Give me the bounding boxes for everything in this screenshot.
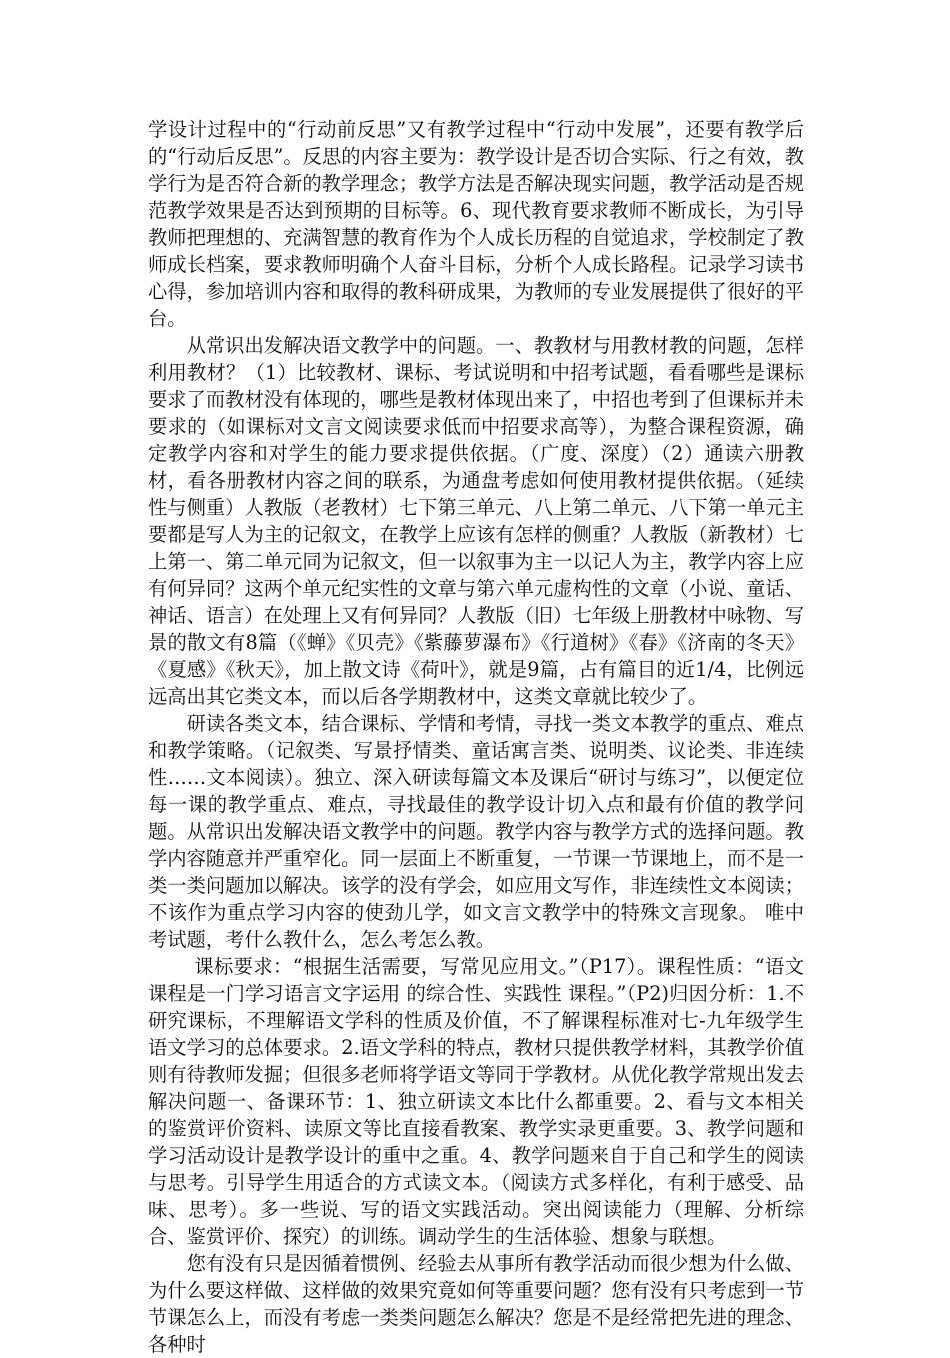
paragraph-curriculum-standards: 课标要求：“根据生活需要，写常见应用文。”（P17）。课程性质：“语文课程是一门学习语言文字运用 的综合性、实践性 课程。”（P2)归因分析：1.不研究课标，不理解语文学科的性质及价值，不了解课程标准对七-九年级学生语文学习的总体要求。2.语文学科的特点，教材只提供教学材料，其教学价值则有待教师发掘；但很多老师将学语文等同于学教材。从优化教学常规出发去解决问题一、备课环节：1、独立研读文本比什么都重要。2、看与文本相关的鉴赏评价资料、读原文等比直接看教案、教学实录更重要。3、教学问题和学习活动设计是教学设计的重中之重。4、教学问题来自于自己和学生的阅读与思考。引导学生用适合的方式读文本。（阅读方式多样化，有利于感受、品味、思考）。多一些说、写的语文实践活动。突出阅读能力（理解、分析综合、鉴赏评价、探究）的训练。调动学生的生活体验、想象与联想。 [148, 955, 804, 1248]
paragraph-textbook-use: 从常识出发解决语文教学中的问题。一、教教材与用教材教的问题，怎样利用教材？（1）比较教材、课标、考试说明和中招考试题，看看哪些是课标要求了而教材没有体现的，哪些是教材体现出来了，中招也考到了但课标并未要求的（如课标对文言文阅读要求低而中招要求高等），为整合课程资源，确定教学内容和对学生的能力要求提供依据。（广度、深度）（2）通读六册教材，看各册教材内容之间的联系，为通盘考虑如何使用教材提供依据。（延续性与侧重）人教版（老教材）七下第三单元、八上第二单元、八下第一单元主要都是写人为主的记叙文，在教学上应该有怎样的侧重？人教版（新教材）七上第一、第二单元同为记叙文，但一以叙事为主一以记人为主，教学内容上应有何异同？这两个单元纪实性的文章与第六单元虚构性的文章（小说、童话、神话、语言）在处理上又有何异同？人教版（旧）七年级上册教材中咏物、写景的散文有8篇（《蝉》《贝壳》《紫藤萝瀑布》《行道树》《春》《济南的冬天》《夏感》《秋天》，加上散文诗《荷叶》，就是9篇，占有篇目的近1/4，比例远远高出其它类文本，而以后各学期教材中，这类文章就比较少了。 [148, 334, 804, 708]
paragraph-reflection: 学设计过程中的“行动前反思”又有教学过程中“行动中发展”，还要有教学后的“行动后反思”。反思的内容主要为：教学设计是否切合实际、行之有效，教学行为是否符合新的教学理念；教学方法是否解决现实问题，教学活动是否规范教学效果是否达到预期的目标等。6、现代教育要求教师不断成长，为引导教师把理想的、充满智慧的教育作为个人成长历程的自觉追求，学校制定了教师成长档案，要求教师明确个人奋斗目标，分析个人成长路程。记录学习读书心得，参加培训内容和取得的教科研成果，为教师的专业发展提供了很好的平台。 [148, 118, 804, 330]
paragraph-questions: 您有没有只是因循着惯例、经验去从事所有教学活动而很少想为什么做、为什么要这样做、这样做的效果究竟如何等重要问题？您有没有只考虑到一节节课怎么上，而没有考虑一类类问题怎么解决？您是不是经常把先进的理念、各种时 [148, 1252, 804, 1356]
document-page [148, 116, 804, 1358]
paragraph-text-study: 研读各类文本，结合课标、学情和考情，寻找一类文本教学的重点、难点和教学策略。（记叙类、写景抒情类、童话寓言类、说明类、议论类、非连续性……文本阅读）。独立、深入研读每篇文本及课后“研讨与练习”，以便定位每一课的教学重点、难点，寻找最佳的教学设计切入点和最有价值的教学问题。从常识出发解决语文教学中的问题。教学内容与教学方式的选择问题。教学内容随意并严重窄化。同一层面上不断重复，一节课一节课地上，而不是一类一类问题加以解决。该学的没有学会，如应用文写作，非连续性文本阅读；不该作为重点学习内容的使劲儿学，如文言文教学中的特殊文言现象。 唯中考试题，考什么教什么，怎么考怎么教。 [148, 712, 804, 951]
